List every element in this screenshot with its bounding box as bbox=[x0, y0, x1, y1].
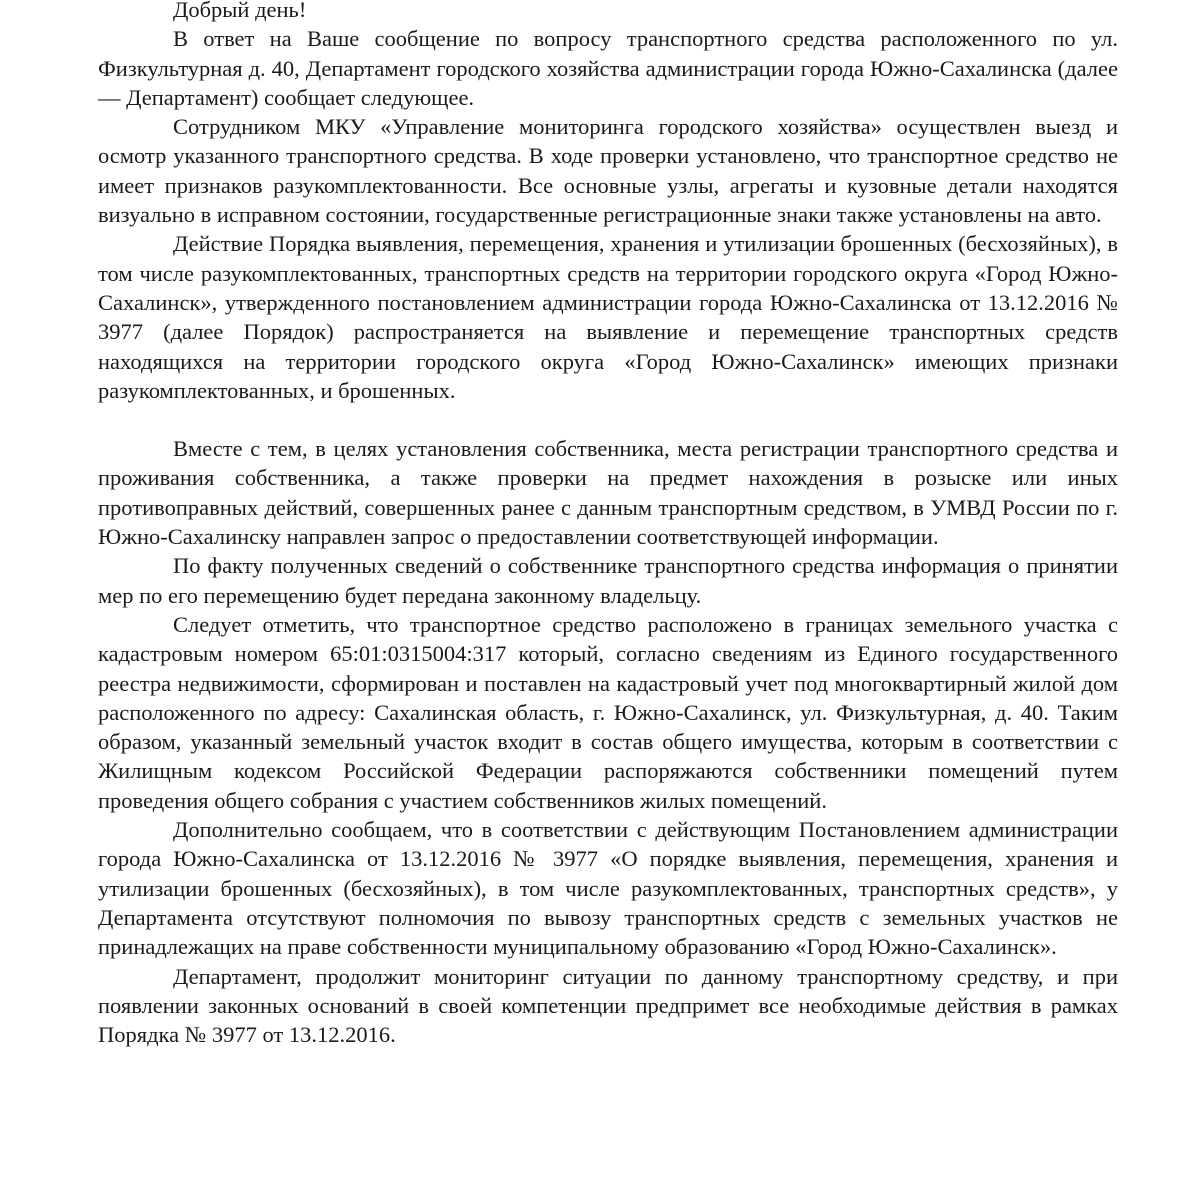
letter-body bbox=[98, 0, 1118, 1049]
letter-paragraph-2: Сотрудником МКУ «Управление мониторинга городского хозяйства» осуществлен выезд и осмотр указанного транспортного средства. В ходе проверки установлено, что транспортное средство не имеет признаков разукомплектованности. Все основные узлы, агрегаты и кузовные детали находятся визуально в исправном состоянии, государственные регистрационные знаки также установлены на авто. bbox=[98, 114, 1118, 228]
letter-paragraph-3: Действие Порядка выявления, перемещения, хранения и утилизации брошенных (бесхозяйных), в том числе разукомплектованных, транспортных средств на территории городского округа «Город Южно-Сахалинск», утвержденного постановлением администрации города Южно-Сахалинска от 13.12.2016 № 3977 (далее Порядок) распространяется на выявление и перемещение транспортных средств находящихся на территории городского округа «Город Южно-Сахалинск» имеющих признаки разукомплектованных, и брошенных. bbox=[98, 231, 1118, 403]
letter-paragraph-1: В ответ на Ваше сообщение по вопросу транспортного средства расположенного по ул. Физкультурная д. 40, Департамент городского хозяйства администрации города Южно-Сахалинска (далее — Департамент) сообщает следующее. bbox=[98, 26, 1118, 110]
letter-paragraph-4: Вместе с тем, в целях установления собственника, места регистрации транспортного средства и проживания собственника, а также проверки на предмет нахождения в розыске или иных противоправных действий, совершенных ранее с данным транспортным средством, в УМВД России по г. Южно-Сахалинску направлен запрос о предоставлении соответствующей информации. bbox=[98, 436, 1118, 550]
letter-paragraph-7: Дополнительно сообщаем, что в соответствии с действующим Постановлением администрации города Южно-Сахалинска от 13.12.2016 № 3977 «О порядке выявления, перемещения, хранения и утилизации брошенных (бесхозяйных), в том числе разукомплектованных, транспортных средств», у Департамента отсутствуют полномочия по вывозу транспортных средств с земельных участков не принадлежащих на праве собственности муниципальному образованию «Город Южно-Сахалинск». bbox=[98, 817, 1118, 960]
letter-paragraph-8: Департамент, продолжит мониторинг ситуации по данному транспортному средству, и при появлении законных оснований в своей компетенции предпримет все необходимые действия в рамках Порядка № 3977 от 13.12.2016. bbox=[98, 963, 1118, 1048]
letter-paragraph-5: По факту полученных сведений о собственнике транспортного средства информация о принятии мер по его перемещению будет передана законному владельцу. bbox=[98, 553, 1118, 608]
letter-paragraph-6: Следует отметить, что транспортное средство расположено в границах земельного участка с кадастровым номером 65:01:0315004:317 который, согласно сведениям из Единого государственного реестра недвижимости, сформирован и поставлен на кадастровый учет под многоквартирный жилой дом расположенного по адресу: Сахалинская область, г. Южно-Сахалинск, ул. Физкультурная, д. 40. Таким образом, указанный земельный участок входит в состав общего имущества, которым в соответствии с Жилищным кодексом Российской Федерации распоряжаются собственники помещений путем проведения общего собрания с участием собственников жилых помещений. bbox=[98, 611, 1118, 813]
letter-greeting: Добрый день! bbox=[173, 0, 307, 22]
